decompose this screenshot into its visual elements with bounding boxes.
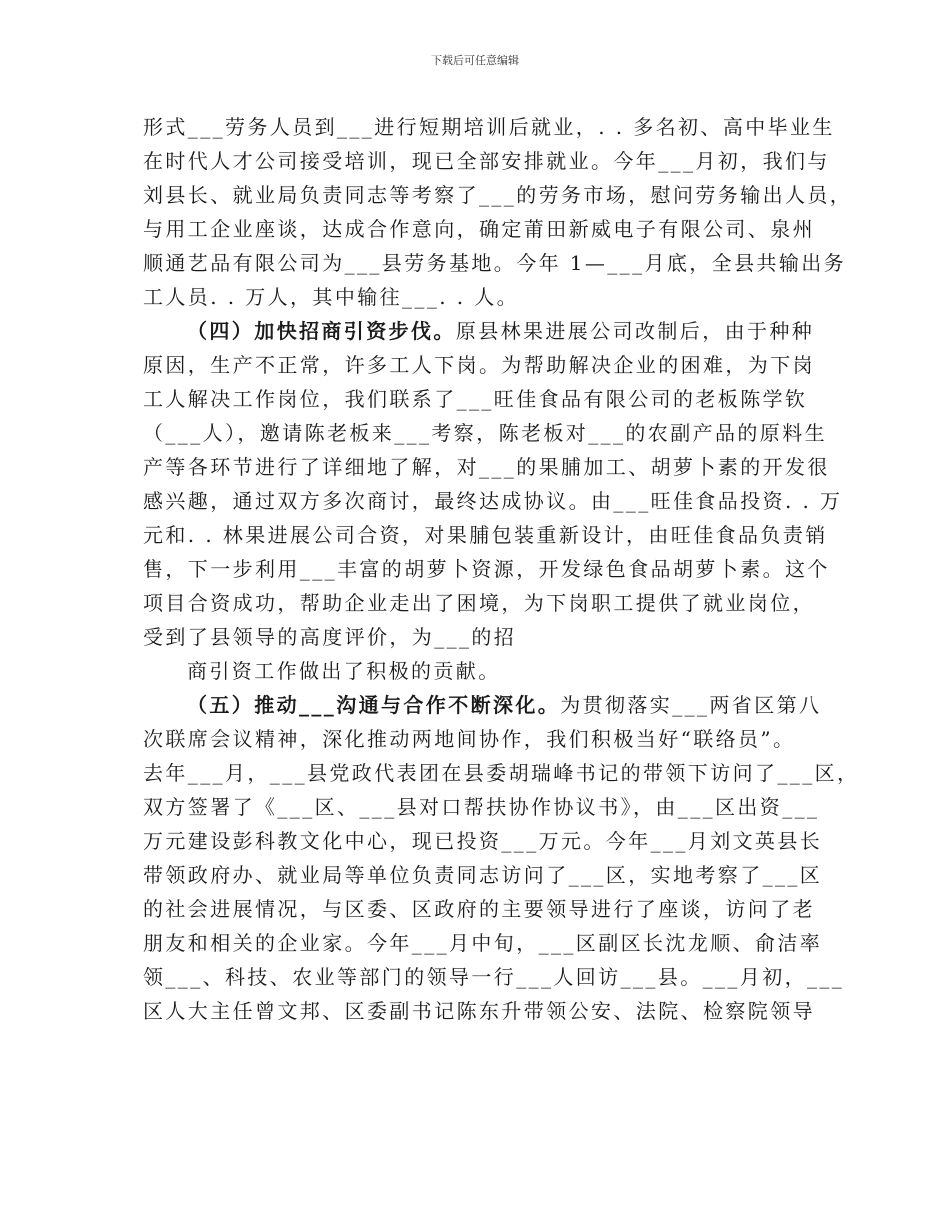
text-line: 次联席会议精神，深化推动两地间协作，我们积极当好“联络员”。: [143, 727, 796, 751]
text-line: 与用工企业座谈，达成合作意向，确定莆田新威电子有限公司、泉州: [143, 217, 815, 241]
text-line: 双方签署了《___区、___县对口帮扶协作协议书》，由___区出资___: [143, 795, 820, 819]
text-run: 原县林果进展公司改制后，由于种种: [455, 319, 815, 343]
text-line: 工人解决工作岗位，我们联系了___旺佳食品有限公司的老板陈学钦: [143, 387, 808, 411]
text-line: 售，下一步利用___丰富的胡萝卜资源，开发绿色食品胡萝卜素。这个: [143, 557, 830, 581]
paragraph-labor-export: [143, 110, 853, 314]
text-line: 商引资工作做出了积极的贡献。: [187, 659, 501, 683]
text-line: 感兴趣，通过双方多次商讨，最终达成协议。由___旺佳食品投资. . 万: [143, 489, 843, 513]
text-line: 项目合资成功，帮助企业走出了困境，为下岗职工提供了就业岗位，: [143, 591, 815, 615]
text-line: 的社会进展情况，与区委、区政府的主要领导进行了座谈，访问了老: [143, 897, 815, 921]
text-line: 在时代人才公司接受培训，现已全部安排就业。今年___月初，我们与: [143, 149, 830, 173]
paragraph-continuation: [143, 654, 823, 688]
text-line: 受到了县领导的高度评价，为___的招: [143, 625, 517, 649]
document-body: [143, 110, 860, 1028]
text-line: 工人员. . 万人，其中输往___. . 人。: [143, 285, 520, 309]
text-line: （___人），邀请陈老板来___考察，陈老板对___的农副产品的原料生: [143, 421, 827, 445]
text-line: 形式___劳务人员到___进行短期培训后就业，. . 多名初、高中毕业生: [143, 115, 835, 139]
section-heading: （四）加快招商引资步伐。: [187, 319, 456, 343]
text-line: [143, 688, 823, 722]
text-line: 原因，生产不正常，许多工人下岗。为帮助解决企业的困难，为下岗: [143, 353, 815, 377]
text-line: 顺通艺品有限公司为___县劳务基地。今年 1—___月底，全县共输出务: [143, 251, 847, 275]
text-line: 万元建设彭科教文化中心，现已投资___万元。今年___月刘文英县长: [143, 829, 823, 853]
text-line: 区人大主任曾文邦、区委副书记陈东升带领公安、法院、检察院领导: [143, 999, 815, 1023]
text-line: 产等各环节进行了详细地了解，对___的果脯加工、胡萝卜素的开发很: [143, 455, 830, 479]
text-line: 元和. . 林果进展公司合资，对果脯包装重新设计，由旺佳食品负责销: [143, 523, 828, 547]
paragraph-investment: [143, 314, 843, 654]
paragraph-cooperation: [143, 688, 860, 1028]
text-line: 带领政府办、就业局等单位负责同志访问了___区，实地考察了___区: [143, 863, 823, 887]
text-line: [143, 314, 823, 348]
text-line: 领___、科技、农业等部门的领导一行___人回访___县。___月初，___: [143, 965, 845, 989]
section-heading: （五）推动___沟通与合作不断深化。: [187, 693, 561, 717]
text-line: 刘县长、就业局负责同志等考察了___的劳务市场，慰问劳务输出人员，: [143, 183, 853, 207]
text-line: 去年___月，___县党政代表团在县委胡瑞峰书记的带领下访问了___区，: [143, 761, 860, 785]
page-header: 下载后可任意编辑: [431, 54, 519, 67]
text-line: 朋友和相关的企业家。今年___月中旬，___区副区长沈龙顺、俞洁率: [143, 931, 823, 955]
text-run: 为贯彻落实___两省区第八: [560, 693, 822, 717]
